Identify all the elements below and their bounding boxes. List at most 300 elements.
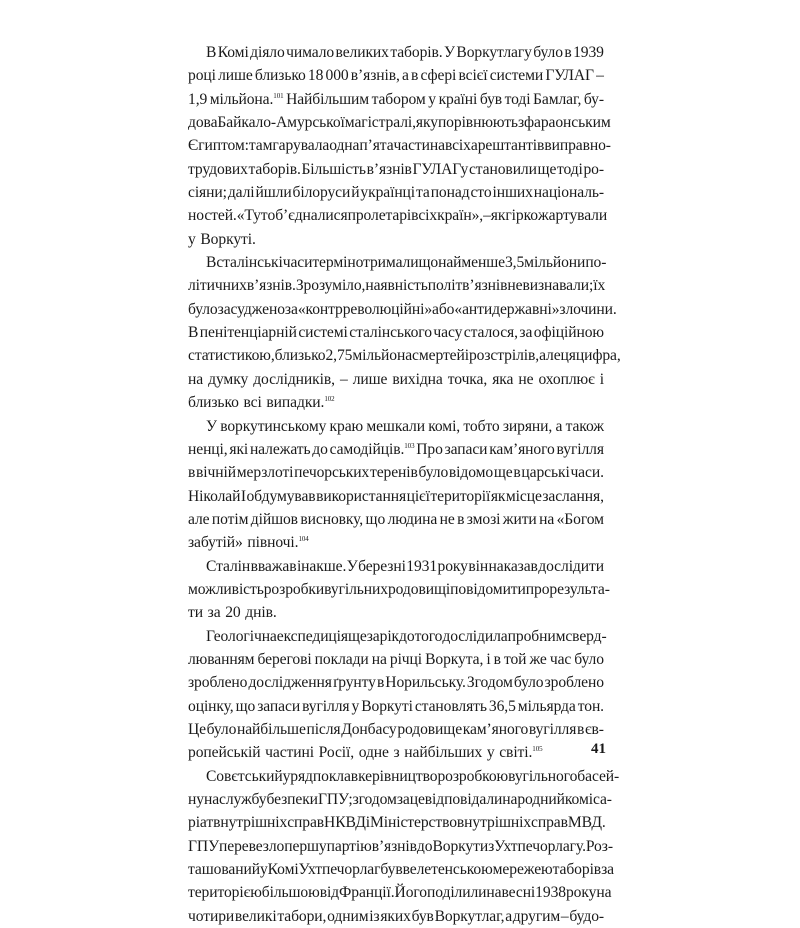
word: було xyxy=(418,464,449,482)
word: частині xyxy=(265,744,314,762)
word: далі xyxy=(227,184,255,202)
word: інших xyxy=(492,184,533,202)
word: це xyxy=(409,791,425,808)
word: термін xyxy=(312,254,356,272)
word: в xyxy=(564,44,572,61)
word: Ухтпечорлаг xyxy=(298,861,381,879)
word: рік xyxy=(379,627,400,645)
word: відомо xyxy=(448,464,494,482)
word: діяло xyxy=(250,44,285,61)
word: запаси xyxy=(257,697,301,715)
word: бу- xyxy=(583,90,604,108)
word: належать xyxy=(249,440,311,458)
word: сіяни; xyxy=(188,184,227,202)
word: берегові xyxy=(257,650,312,668)
word: ГПУ xyxy=(188,837,220,855)
word: фараонським xyxy=(524,114,611,132)
word: українці xyxy=(360,184,416,202)
word: і xyxy=(599,370,604,388)
word: 1931 xyxy=(406,557,438,575)
word: згодом xyxy=(352,791,397,808)
word: було xyxy=(513,674,544,692)
word: найбільше xyxy=(236,720,306,738)
word: всіх xyxy=(411,207,438,225)
word: оцінку, xyxy=(188,697,234,715)
text-line xyxy=(188,391,604,414)
word: близько xyxy=(274,347,326,365)
text-line xyxy=(188,881,612,904)
word: близько xyxy=(188,394,239,412)
word: мешкали xyxy=(366,417,425,435)
word: дослідників, xyxy=(253,370,335,388)
word: «контрреволюційні» xyxy=(297,300,433,318)
word: народний xyxy=(502,791,565,808)
word: їх xyxy=(593,277,606,295)
word: було xyxy=(206,720,237,738)
word: чимало xyxy=(286,44,335,61)
word: вугілля xyxy=(528,720,577,738)
word: забутій» xyxy=(188,534,243,552)
word: уряд xyxy=(282,767,313,785)
word: становлять xyxy=(414,697,487,715)
word: родовище xyxy=(397,720,463,738)
word: зиряни, xyxy=(502,417,553,435)
word: ця xyxy=(560,347,576,365)
word: а xyxy=(555,417,563,435)
word: лише xyxy=(218,67,253,85)
word: самодійців.$^{103}$ xyxy=(329,440,415,458)
word: експедиція xyxy=(276,627,348,645)
text-line xyxy=(188,578,610,601)
word: печорських xyxy=(294,464,370,482)
word: в’язнів. xyxy=(246,277,296,295)
word: коміса- xyxy=(564,791,612,808)
word: заслання, xyxy=(542,487,604,505)
word: повідомити xyxy=(450,580,526,598)
word: в’язнів, xyxy=(350,67,400,85)
word: вихідна xyxy=(392,370,443,388)
word: дослідити xyxy=(538,557,604,575)
word: офіційною xyxy=(533,324,604,342)
word: цієї xyxy=(406,487,430,505)
word: гарувала xyxy=(272,137,330,155)
word: 1,9 xyxy=(188,90,208,108)
word: Донбасу xyxy=(341,720,397,738)
word: дослідила xyxy=(442,627,508,645)
word: службу xyxy=(219,791,267,808)
word: системи xyxy=(489,67,544,85)
word: не xyxy=(439,510,455,528)
text-line xyxy=(188,508,604,531)
word: наказав xyxy=(488,557,538,575)
word: і xyxy=(365,814,370,832)
word: Воркуті. xyxy=(200,230,256,248)
word: з xyxy=(393,744,400,762)
word: жити xyxy=(502,510,537,528)
word: краю xyxy=(329,417,364,435)
word: внутрішніх xyxy=(456,814,532,832)
word: випадки.$^{102}$ xyxy=(266,394,335,412)
word: – xyxy=(483,207,491,225)
word: другим xyxy=(512,907,561,925)
word: ропейській xyxy=(188,744,261,762)
text-line xyxy=(188,625,607,648)
word: всі xyxy=(243,394,262,412)
word: партію xyxy=(326,837,372,855)
word: – xyxy=(560,907,569,925)
footnote-marker: 105 xyxy=(532,745,543,754)
word: точка, xyxy=(447,370,488,388)
word: року xyxy=(437,557,468,575)
word: таборів. xyxy=(390,44,443,61)
word: які xyxy=(229,440,249,458)
word: справ xyxy=(531,814,568,832)
word: ти xyxy=(188,604,203,622)
word: з xyxy=(517,114,524,132)
word: території xyxy=(430,487,491,505)
text-line xyxy=(188,601,604,624)
word: вічній xyxy=(196,464,236,482)
word: ташований xyxy=(188,861,260,879)
word: родовищ xyxy=(387,580,446,598)
word: І xyxy=(240,487,246,505)
text-line xyxy=(188,251,607,274)
word: же xyxy=(529,650,547,668)
word: вугілля xyxy=(556,440,604,458)
footnote-marker: 101 xyxy=(273,91,284,100)
text-line xyxy=(188,905,604,928)
word: першу xyxy=(284,837,327,855)
word: Ухтпечорлагу. xyxy=(494,837,586,855)
word: Воркутлагу xyxy=(456,44,532,61)
word: вважав xyxy=(250,557,297,575)
word: як xyxy=(490,487,506,505)
word: понад xyxy=(430,184,470,202)
word: більшою xyxy=(261,884,320,902)
word: басей- xyxy=(577,767,620,785)
word: ще xyxy=(493,464,513,482)
word: Роз- xyxy=(585,837,613,855)
word: арештантів xyxy=(470,137,545,155)
word: можливість xyxy=(188,580,264,598)
word: або xyxy=(432,300,455,318)
word: використання xyxy=(316,487,407,505)
word: у xyxy=(259,861,268,879)
word: і xyxy=(486,650,491,668)
text-line xyxy=(188,461,604,484)
word: ненці, xyxy=(188,440,228,458)
word: близько xyxy=(254,67,306,85)
word: ще xyxy=(348,627,367,645)
word: з xyxy=(488,837,495,855)
word: поклади xyxy=(314,650,369,668)
word: році xyxy=(188,67,216,85)
word: злочини. xyxy=(559,300,617,318)
word: дова xyxy=(188,114,218,132)
word: будо- xyxy=(569,907,604,925)
word: змозі xyxy=(466,510,501,528)
word: мільйони xyxy=(524,254,586,272)
word: керівництво xyxy=(358,767,438,785)
word: але xyxy=(539,347,561,365)
word: також xyxy=(565,417,604,435)
word: в xyxy=(188,464,196,482)
word: дослідження xyxy=(248,674,332,692)
word: тоді xyxy=(504,90,531,108)
word: яка xyxy=(492,370,514,388)
word: чотири xyxy=(188,907,235,925)
word: 2,75 xyxy=(325,347,353,365)
word: було xyxy=(574,650,604,668)
word: «Тут xyxy=(236,207,268,225)
word: часи xyxy=(282,254,313,272)
text-line xyxy=(188,368,604,391)
word: ГУЛАГ xyxy=(545,67,594,85)
word: розстрілів, xyxy=(468,347,540,365)
word: мільйона xyxy=(352,347,413,365)
text-line xyxy=(188,228,604,251)
word: смертей xyxy=(412,347,465,365)
word: дійшов xyxy=(250,510,298,528)
word: від xyxy=(319,884,340,902)
word: поділили xyxy=(427,884,487,902)
word: ґрунту xyxy=(332,674,376,692)
word: «антидержавні» xyxy=(454,300,560,318)
word: у xyxy=(428,90,436,108)
word: яких xyxy=(380,907,411,925)
word: в xyxy=(493,650,501,668)
word: Воркутлаг, xyxy=(434,907,505,925)
word: В xyxy=(188,324,199,342)
word: Найбільшим xyxy=(286,90,369,108)
word: сверд- xyxy=(565,627,607,645)
word: сталінські xyxy=(216,254,283,272)
word: 20 xyxy=(225,604,241,622)
body-text xyxy=(188,41,621,928)
word: великих xyxy=(335,44,389,61)
word: ще xyxy=(537,160,557,178)
word: В xyxy=(206,254,217,272)
word: велетенською xyxy=(402,861,493,879)
word: Совєтський xyxy=(206,767,283,785)
word: Його xyxy=(394,884,427,902)
word: системі xyxy=(298,324,348,342)
word: світі.$^{105}$ xyxy=(499,744,543,762)
word: і xyxy=(445,580,451,598)
text-line xyxy=(188,111,611,134)
word: а xyxy=(402,67,409,85)
text-line xyxy=(188,555,604,578)
word: 1939 xyxy=(573,44,604,61)
word: на xyxy=(539,510,555,528)
word: у xyxy=(188,230,196,248)
word: він xyxy=(468,557,489,575)
word: – xyxy=(339,370,348,388)
word: МВД. xyxy=(567,814,606,832)
word: час xyxy=(549,650,572,668)
footnote-marker: 103 xyxy=(404,441,415,450)
word: мережею xyxy=(492,861,553,879)
word: кам’яного xyxy=(489,440,555,458)
word: відповідали xyxy=(424,791,503,808)
text-line xyxy=(188,88,604,111)
word: на xyxy=(188,370,204,388)
text-line xyxy=(188,298,617,321)
word: тон. xyxy=(577,697,604,715)
word: до xyxy=(416,837,433,855)
word: пролетарі xyxy=(347,207,412,225)
word: вугільних xyxy=(324,580,388,598)
text-line xyxy=(188,718,604,741)
word: та xyxy=(416,184,430,202)
word: Геологічна xyxy=(206,627,277,645)
text-line xyxy=(188,741,604,764)
word: за xyxy=(601,861,614,879)
word: в xyxy=(513,464,521,482)
word: одне xyxy=(358,744,389,762)
word: табори, xyxy=(277,907,327,925)
word: Про xyxy=(416,440,443,458)
word: політв’язнів xyxy=(427,277,508,295)
word: територією xyxy=(188,884,262,902)
word: одним xyxy=(327,907,369,925)
word: всієї xyxy=(458,67,488,85)
word: магістралі, xyxy=(344,114,416,132)
word: яку xyxy=(415,114,438,132)
word: Більшість xyxy=(301,160,366,178)
text-line xyxy=(188,531,604,554)
word: навесні xyxy=(486,884,536,902)
word: справ xyxy=(287,814,325,832)
word: йшли xyxy=(255,184,292,202)
word: був xyxy=(411,907,434,925)
word: Комі xyxy=(267,861,299,879)
text-line xyxy=(188,41,604,64)
word: Сталін xyxy=(206,557,251,575)
word: 1938 xyxy=(535,884,566,902)
word: Бамлаг, xyxy=(533,90,582,108)
word: результа- xyxy=(549,580,610,598)
word: комі, xyxy=(428,417,461,435)
word: не xyxy=(507,277,523,295)
word: виправно- xyxy=(544,137,611,155)
word: таборів xyxy=(552,861,602,879)
word: що xyxy=(365,510,386,528)
word: висновку, xyxy=(300,510,364,528)
word: У xyxy=(346,557,358,575)
word: в’язнів xyxy=(366,160,412,178)
word: за xyxy=(284,300,298,318)
word: людина xyxy=(387,510,438,528)
word: Воркута, xyxy=(425,650,484,668)
word: таборів. xyxy=(248,160,301,178)
word: Воркуті xyxy=(361,697,413,715)
footnote-marker: 102 xyxy=(324,395,335,404)
word: був xyxy=(380,861,403,879)
word: березні xyxy=(358,557,406,575)
text-line xyxy=(188,64,604,87)
text-line xyxy=(188,765,620,788)
text-line xyxy=(188,158,604,181)
word: зроблено xyxy=(544,674,604,692)
word: п’ята xyxy=(359,137,394,155)
word: воркутинському xyxy=(220,417,327,435)
word: зроблено xyxy=(188,674,248,692)
word: сталінського xyxy=(349,324,432,342)
word: до xyxy=(312,440,328,458)
text-line xyxy=(188,835,613,858)
word: табором xyxy=(371,90,426,108)
word: було xyxy=(533,44,563,61)
text-line xyxy=(188,671,604,694)
word: країні xyxy=(438,90,478,108)
word: гірко xyxy=(505,207,538,225)
word: Воркути xyxy=(432,837,489,855)
word: мерзлоті xyxy=(236,464,294,482)
word: потім xyxy=(211,510,249,528)
word: Згодом xyxy=(466,674,513,692)
text-line xyxy=(188,134,611,157)
word: білоруси xyxy=(292,184,351,202)
word: в’язнів xyxy=(371,837,417,855)
word: У xyxy=(206,417,217,435)
word: «Богом xyxy=(556,510,604,528)
word: внутрішніх xyxy=(213,814,288,832)
word: лише xyxy=(352,370,388,388)
word: 18 xyxy=(307,67,324,85)
text-line xyxy=(188,181,604,204)
word: року xyxy=(565,884,597,902)
word: люванням xyxy=(188,650,255,668)
word: за xyxy=(366,627,380,645)
word: тобто xyxy=(463,417,500,435)
word: того xyxy=(414,627,443,645)
word: і xyxy=(464,347,469,365)
word: Ніколай xyxy=(188,487,241,505)
word: трудових xyxy=(188,160,248,178)
word: сто xyxy=(470,184,492,202)
word: сталося, xyxy=(463,324,518,342)
word: в xyxy=(376,674,385,692)
text-line xyxy=(188,811,604,834)
page-number: 41 xyxy=(591,741,606,757)
word: статистикою, xyxy=(188,347,275,365)
word: пробним xyxy=(507,627,566,645)
word: країн», xyxy=(437,207,484,225)
word: інакше. xyxy=(296,557,347,575)
word: одна xyxy=(329,137,360,155)
word: визнавали; xyxy=(522,277,594,295)
word: безпеки xyxy=(266,791,318,808)
word: місце xyxy=(505,487,542,505)
word: був xyxy=(479,90,503,108)
word: Міністерство xyxy=(370,814,457,832)
footnote-marker: 104 xyxy=(298,535,309,544)
word: ГУЛАГу xyxy=(412,160,469,178)
word: після xyxy=(306,720,341,738)
word: всіх xyxy=(444,137,471,155)
word: засуджено xyxy=(217,300,285,318)
word: Це xyxy=(188,720,206,738)
word: думку xyxy=(208,370,249,388)
word: мільярда xyxy=(517,697,576,715)
word: в xyxy=(457,510,465,528)
word: порівнюють xyxy=(437,114,518,132)
word: перевезло xyxy=(219,837,285,855)
word: той xyxy=(503,650,527,668)
word: розробкою xyxy=(437,767,509,785)
text-line xyxy=(188,648,604,671)
